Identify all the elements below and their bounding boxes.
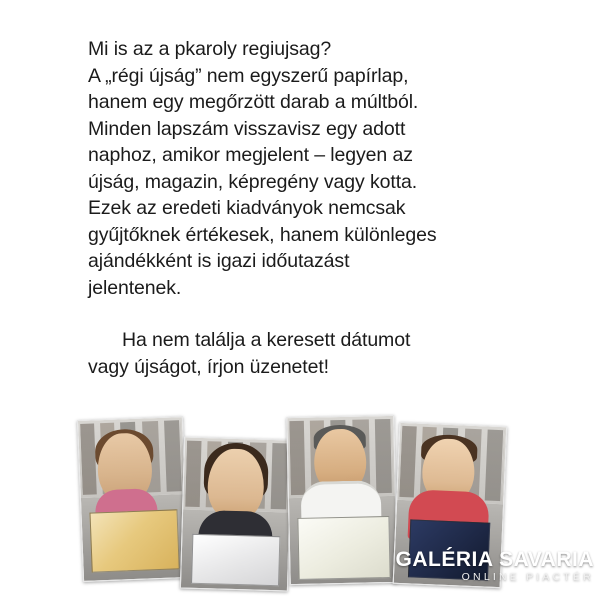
photo-woman-with-newspaper <box>180 437 292 592</box>
body-line-3: Minden lapszám visszavisz egy adott <box>88 117 406 140</box>
watermark-title: GALÉRIA SAVARIA <box>395 547 594 571</box>
body-line-1: A „régi újság” nem egyszerű papírlap, <box>88 64 409 87</box>
person-figure <box>207 448 265 520</box>
paragraph-spacer <box>88 301 558 327</box>
text-block <box>88 36 558 380</box>
held-item-poster <box>408 519 490 580</box>
body-line-4: naphoz, amikor megjelent – legyen az <box>88 144 413 166</box>
held-item-newspaper <box>191 534 280 586</box>
closing-line-1: Ha nem találja a keresett dátumot <box>122 329 411 351</box>
watermark-subtitle: ONLINE PIACTÉR <box>461 570 594 583</box>
photo-boy-with-lego-poster <box>393 422 508 588</box>
body-line-2: hanem egy megőrzött darab a múltból. <box>88 91 419 113</box>
photo-man-with-magyar-hirlap <box>286 415 397 585</box>
page-title: Mi is az a pkaroly regiujsag? <box>88 38 332 60</box>
photo-girl-with-map <box>77 416 189 582</box>
photo-collage <box>70 408 540 588</box>
body-line-8: ajándékként is igazi időutazást <box>88 250 350 272</box>
body-line-6: Ezek az eredeti kiadványok nemcsak <box>88 197 406 219</box>
body-line-5: újság, magazin, képregény vagy kotta. <box>88 170 418 193</box>
body-line-9: jelentenek. <box>88 276 182 299</box>
body-line-7: gyűjtőknek értékesek, hanem különleges <box>88 223 437 246</box>
held-item-map <box>89 509 179 572</box>
closing-line-2: vagy újságot, írjon üzenetet! <box>88 355 330 378</box>
held-item-newspaper <box>297 516 390 580</box>
